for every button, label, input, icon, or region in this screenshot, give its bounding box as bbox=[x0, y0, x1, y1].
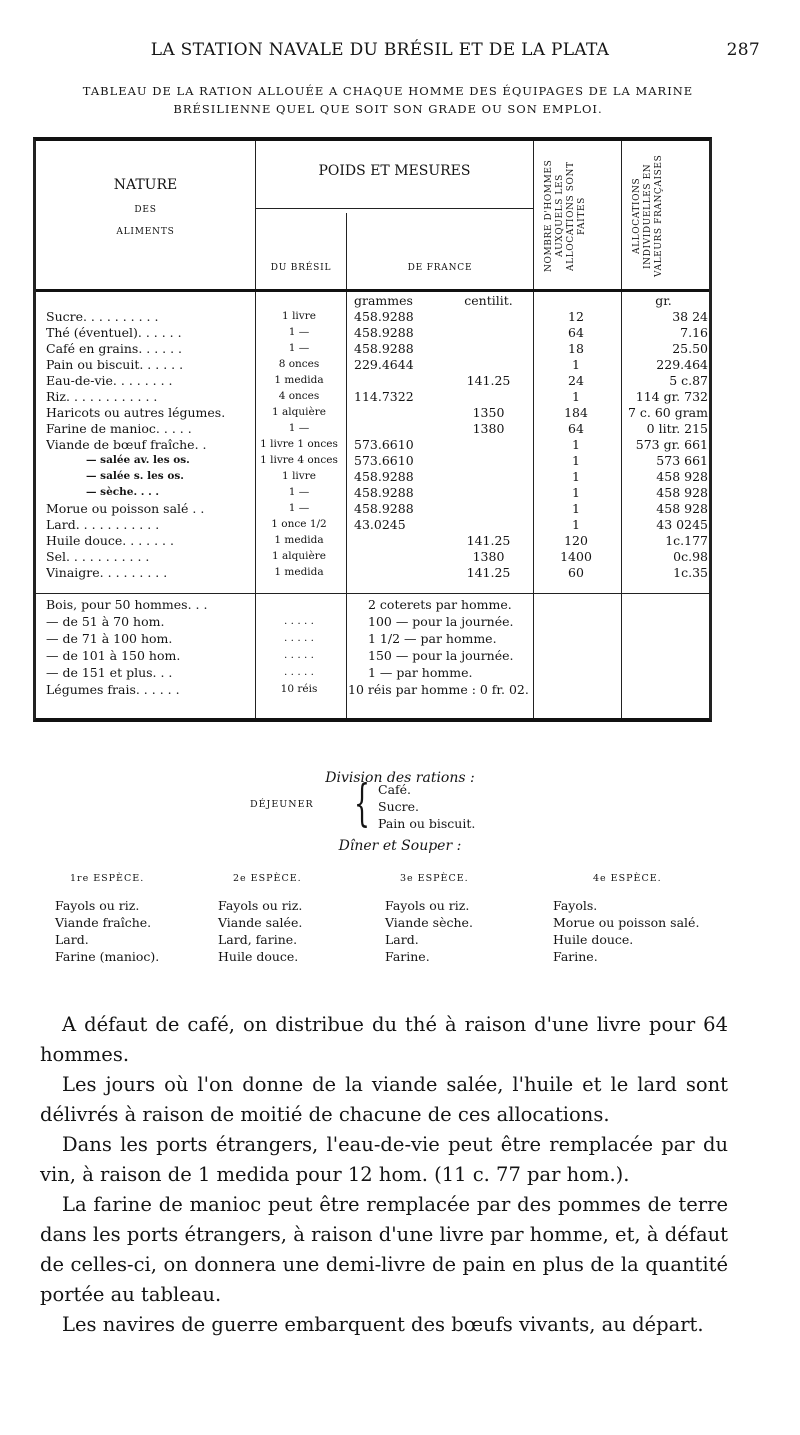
espece-label: 2e ESPÈCE. bbox=[233, 873, 302, 884]
row-centilit: 1350 bbox=[472, 405, 505, 420]
paragraph: Les jours où l'on donne de la viande salée, l'huile et le lard sont délivrés à raison de moitié de chacune de ces allocations. bbox=[40, 1073, 728, 1126]
row-name: Sel. . . . . . . . . . . bbox=[46, 549, 150, 564]
row-name: Lard. . . . . . . . . . . bbox=[46, 517, 160, 532]
espece-item: Fayols ou riz. bbox=[55, 898, 140, 913]
header-des: DES bbox=[134, 205, 157, 215]
row-nombre: 1 bbox=[572, 517, 580, 532]
row-name: Farine de manioc. . . . . bbox=[46, 421, 192, 436]
row-alloc: 0c.98 bbox=[673, 549, 708, 564]
row-bresil: 1 — bbox=[288, 486, 310, 498]
row-alloc: 38 24 bbox=[672, 309, 708, 324]
row-bresil: 1 livre 4 onces bbox=[260, 454, 338, 466]
row-grammes: 458.9288 bbox=[354, 485, 414, 500]
row-name: — de 51 à 70 hom. bbox=[46, 614, 165, 629]
division-title: Division des rations : bbox=[325, 770, 475, 786]
row-grammes: 458.9288 bbox=[354, 469, 414, 484]
espece-item: Huile douce. bbox=[553, 932, 634, 947]
row-nombre: 60 bbox=[568, 565, 584, 580]
unit-gr: gr. bbox=[655, 293, 672, 308]
row-name: — de 151 et plus. . . bbox=[46, 665, 173, 680]
row-name: Vinaigre. . . . . . . . . bbox=[46, 565, 168, 580]
header-bottom-rule bbox=[36, 289, 709, 292]
row-centilit: 1380 bbox=[472, 421, 505, 436]
row-name: Huile douce. . . . . . . bbox=[46, 533, 174, 548]
row-name: Bois, pour 50 hommes. . . bbox=[46, 597, 208, 612]
row-alloc: 458 928 bbox=[656, 501, 708, 516]
espece-item: Farine (manioc). bbox=[55, 949, 160, 964]
row-grammes: 114.7322 bbox=[354, 389, 414, 404]
row-centilit: 1380 bbox=[472, 549, 505, 564]
row-nombre: 18 bbox=[568, 341, 584, 356]
row-grammes: 573.6610 bbox=[354, 437, 414, 452]
row-alloc: 458 928 bbox=[656, 469, 708, 484]
row-name: — salée s. les os. bbox=[86, 470, 184, 482]
row-grammes: 43.0245 bbox=[354, 517, 406, 532]
row-centilit: 141.25 bbox=[466, 533, 511, 548]
espece-column bbox=[385, 870, 473, 965]
row-nombre: 1 bbox=[572, 501, 580, 516]
espece-item: Morue ou poisson salé. bbox=[553, 915, 700, 930]
row-nombre: 1 bbox=[572, 453, 580, 468]
caption-line-2: BRÉSILIENNE QUEL QUE SOIT SON GRADE OU SON EMPLOI. bbox=[173, 102, 603, 116]
row-bresil: 1 livre 1 onces bbox=[260, 438, 338, 450]
row-name: — sèche. . . . bbox=[86, 486, 160, 498]
espece-item: Fayols ou riz. bbox=[385, 898, 470, 913]
row-span-text: 1 1/2 — par homme. bbox=[368, 631, 497, 646]
row-bresil: 10 réis bbox=[280, 683, 318, 695]
row-alloc: 573 gr. 661 bbox=[635, 437, 708, 452]
header-france: DE FRANCE bbox=[407, 263, 473, 273]
row-bresil: 1 — bbox=[288, 326, 310, 338]
body-text bbox=[40, 1010, 728, 1340]
header-allocations: ALLOCATIONS INDIVIDUELLES EN VALEURS FRANÇAISES bbox=[632, 154, 664, 278]
row-bresil: 1 — bbox=[288, 422, 310, 434]
row-nombre: 64 bbox=[568, 421, 584, 436]
espece-item: Huile douce. bbox=[218, 949, 299, 964]
caption-line-1: TABLEAU DE LA RATION ALLOUÉE A CHAQUE HOMME DES ÉQUIPAGES DE LA MARINE bbox=[82, 84, 694, 98]
dejeuner-item: Pain ou biscuit. bbox=[378, 816, 476, 831]
row-bresil: 1 medida bbox=[274, 566, 324, 578]
row-bresil: 1 medida bbox=[274, 534, 324, 546]
row-nombre: 1400 bbox=[560, 549, 592, 564]
espece-item: Lard. bbox=[385, 932, 419, 947]
row-name: Viande de bœuf fraîche. . bbox=[46, 437, 207, 452]
row-alloc: 573 661 bbox=[656, 453, 708, 468]
unit-centilit: centilit. bbox=[464, 293, 513, 308]
table-caption bbox=[28, 82, 748, 118]
row-nombre: 1 bbox=[572, 357, 580, 372]
row-nombre: 1 bbox=[572, 485, 580, 500]
header-bresil: DU BRÉSIL bbox=[270, 263, 332, 273]
header-nature: NATURE bbox=[113, 177, 178, 193]
espece-item: Lard, farine. bbox=[218, 932, 298, 947]
row-alloc: 0 litr. 215 bbox=[646, 421, 708, 436]
page-number: 287 bbox=[726, 40, 760, 60]
row-name: Eau-de-vie. . . . . . . . bbox=[46, 373, 173, 388]
paragraph: A défaut de café, on distribue du thé à raison d'une livre pour 64 hommes. bbox=[40, 1013, 728, 1066]
row-bresil: 1 alquière bbox=[272, 406, 326, 418]
row-alloc: 114 gr. 732 bbox=[635, 389, 708, 404]
brace-glyph: { bbox=[353, 774, 370, 832]
row-bresil: 1 once 1/2 bbox=[271, 518, 327, 530]
unit-grammes: grammes bbox=[354, 293, 413, 308]
row-bresil: 1 livre bbox=[282, 470, 316, 482]
row-bresil: 1 — bbox=[288, 342, 310, 354]
row-span-text: 1 — par homme. bbox=[368, 665, 473, 680]
row-alloc: 1c.177 bbox=[665, 533, 708, 548]
row-name: Riz. . . . . . . . . . . . bbox=[46, 389, 158, 404]
row-alloc: 229.464 bbox=[656, 357, 708, 372]
row-grammes: 573.6610 bbox=[354, 453, 414, 468]
espece-column bbox=[55, 870, 159, 965]
row-alloc: 7 c. 60 gram bbox=[627, 405, 708, 420]
espece-item: Farine. bbox=[553, 949, 598, 964]
dejeuner-label: DÉJEUNER bbox=[250, 799, 314, 810]
paragraph: La farine de manioc peut être remplacée par des pommes de terre dans les ports étrangers, à raison d'une livre par homme, et, à défaut de celles-ci, on donnera une demi-livre de pain en plus de la quantité portée au tableau. bbox=[40, 1193, 728, 1306]
espece-column bbox=[553, 870, 699, 965]
row-name: — salée av. les os. bbox=[86, 454, 190, 466]
row-nombre: 12 bbox=[568, 309, 584, 324]
row-grammes: 458.9288 bbox=[354, 341, 414, 356]
row-nombre: 120 bbox=[564, 533, 588, 548]
row-span-text: 10 réis par homme : 0 fr. 02. bbox=[348, 682, 529, 697]
ration-table bbox=[33, 137, 712, 722]
row-name: Morue ou poisson salé . . bbox=[46, 501, 205, 516]
row-name: Café en grains. . . . . . bbox=[46, 341, 183, 356]
espece-item: Farine. bbox=[385, 949, 430, 964]
row-bresil: 1 medida bbox=[274, 374, 324, 386]
row-name: Sucre. . . . . . . . . . bbox=[46, 309, 159, 324]
row-span-text: 100 — pour la journée. bbox=[368, 614, 514, 629]
row-bresil: . . . . . bbox=[283, 615, 315, 627]
row-nombre: 64 bbox=[568, 325, 584, 340]
row-alloc: 7.16 bbox=[680, 325, 708, 340]
row-nombre: 1 bbox=[572, 469, 580, 484]
espece-item: Viande sèche. bbox=[385, 915, 473, 930]
row-name: Thé (éventuel). . . . . . bbox=[46, 325, 182, 340]
espece-label: 3e ESPÈCE. bbox=[400, 873, 469, 884]
row-grammes: 458.9288 bbox=[354, 309, 414, 324]
header-poids-mesures: POIDS ET MESURES bbox=[318, 163, 471, 179]
row-nombre: 184 bbox=[564, 405, 588, 420]
row-bresil: 1 alquière bbox=[272, 550, 326, 562]
row-bresil: 8 onces bbox=[278, 358, 320, 370]
running-title: LA STATION NAVALE DU BRÉSIL ET DE LA PLATA bbox=[150, 40, 610, 60]
row-alloc: 458 928 bbox=[656, 485, 708, 500]
row-alloc: 1c.35 bbox=[673, 565, 708, 580]
paragraph: Dans les ports étrangers, l'eau-de-vie peut être remplacée par du vin, à raison de 1 medida pour 12 hom. (11 c. 77 par hom.). bbox=[40, 1133, 728, 1186]
row-name: Haricots ou autres légumes. bbox=[46, 405, 226, 420]
row-span-text: 2 coterets par homme. bbox=[368, 597, 512, 612]
espece-item: Lard. bbox=[55, 932, 89, 947]
row-bresil: 1 — bbox=[288, 502, 310, 514]
row-name: Légumes frais. . . . . . bbox=[46, 682, 180, 697]
row-name: — de 71 à 100 hom. bbox=[46, 631, 173, 646]
row-nombre: 1 bbox=[572, 437, 580, 452]
espece-label: 4e ESPÈCE. bbox=[593, 873, 662, 884]
row-bresil: 4 onces bbox=[278, 390, 320, 402]
diner-title: Dîner et Souper : bbox=[338, 838, 462, 854]
row-name: — de 101 à 150 hom. bbox=[46, 648, 181, 663]
espece-column bbox=[218, 870, 302, 965]
dejeuner-item: Café. bbox=[378, 782, 412, 797]
dejeuner-item: Sucre. bbox=[378, 799, 419, 814]
section-rule bbox=[36, 593, 709, 594]
row-alloc: 43 0245 bbox=[656, 517, 708, 532]
row-bresil: 1 livre bbox=[282, 310, 316, 322]
espece-item: Viande fraîche. bbox=[55, 915, 152, 930]
row-bresil: . . . . . bbox=[283, 666, 315, 678]
header-nombre-hommes: NOMBRE D'HOMMES AUXQUELS LES ALLOCATIONS SONT FAITES bbox=[544, 159, 587, 273]
header-aliments: ALIMENTS bbox=[116, 227, 175, 237]
paragraph: Les navires de guerre embarquent des bœufs vivants, au départ. bbox=[62, 1313, 704, 1336]
row-span-text: 150 — pour la journée. bbox=[368, 648, 514, 663]
row-nombre: 1 bbox=[572, 389, 580, 404]
dejeuner-list bbox=[378, 781, 475, 832]
row-bresil: . . . . . bbox=[283, 649, 315, 661]
row-name: Pain ou biscuit. . . . . . bbox=[46, 357, 184, 372]
row-grammes: 458.9288 bbox=[354, 325, 414, 340]
espece-label: 1re ESPÈCE. bbox=[70, 873, 145, 884]
row-centilit: 141.25 bbox=[466, 565, 511, 580]
row-nombre: 24 bbox=[568, 373, 584, 388]
row-centilit: 141.25 bbox=[466, 373, 511, 388]
row-alloc: 5 c.87 bbox=[669, 373, 708, 388]
espece-item: Fayols. bbox=[553, 898, 598, 913]
row-alloc: 25.50 bbox=[672, 341, 708, 356]
espece-item: Fayols ou riz. bbox=[218, 898, 303, 913]
header-rule bbox=[256, 208, 533, 209]
espece-item: Viande salée. bbox=[218, 915, 303, 930]
row-grammes: 458.9288 bbox=[354, 501, 414, 516]
row-bresil: . . . . . bbox=[283, 632, 315, 644]
row-grammes: 229.4644 bbox=[354, 357, 414, 372]
